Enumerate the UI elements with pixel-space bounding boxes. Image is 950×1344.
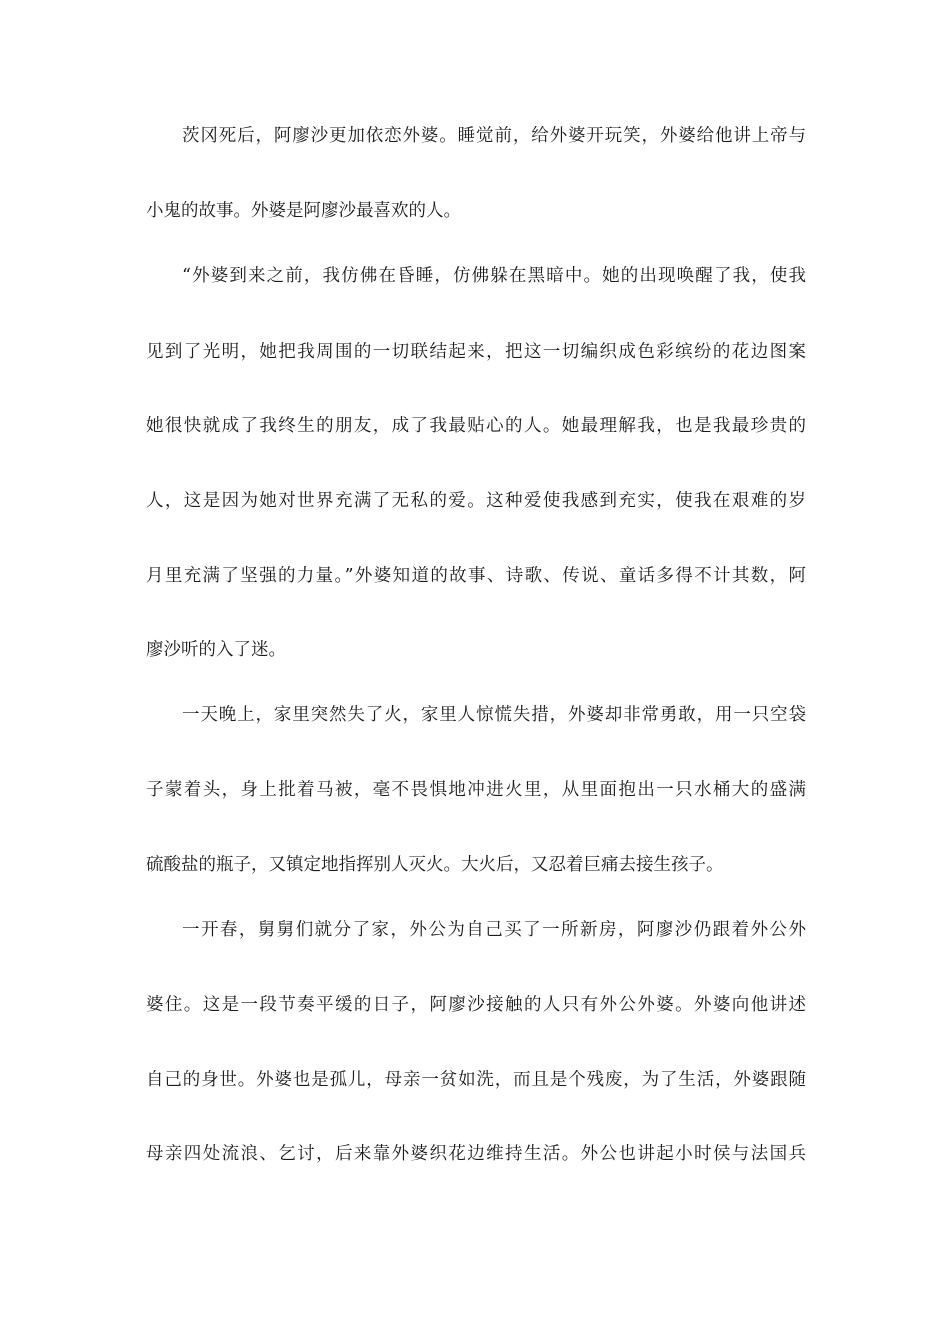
paragraph-1-line-1: 茨冈死后，阿廖沙更加依恋外婆。睡觉前，给外婆开玩笑，外婆给他讲上帝与 <box>182 126 806 146</box>
paragraph-4-line-4: 母亲四处流浪、乞讨，后来靠外婆织花边维持生活。外公也讲起小时侯与法国兵 <box>146 1144 806 1164</box>
paragraph-4-line-2: 婆住。这是一段节奏平缓的日子，阿廖沙接触的人只有外公外婆。外婆向他讲述 <box>146 995 806 1015</box>
paragraph-2-line-6: 廖沙听的入了迷。 <box>146 640 286 660</box>
paragraph-4-line-3: 自己的身世。外婆也是孤儿，母亲一贫如洗，而且是个残废，为了生活，外婆跟随 <box>146 1070 806 1090</box>
paragraph-2-line-2: 见到了光明，她把我周围的一切联结起来，把这一切编织成色彩缤纷的花边图案 <box>146 342 806 362</box>
paragraph-2-line-5: 月里充满了坚强的力量。”外婆知道的故事、诗歌、传说、童话多得不计其数，阿 <box>146 566 806 586</box>
paragraph-3-line-3: 硫酸盐的瓶子，又镇定地指挥别人灭火。大火后，又忍着巨痛去接生孩子。 <box>146 855 724 875</box>
paragraph-2-line-1: “外婆到来之前，我仿佛在昏睡，仿佛躲在黑暗中。她的出现唤醒了我，使我 <box>182 266 806 286</box>
paragraph-2-line-4: 人，这是因为她对世界充满了无私的爱。这种爱使我感到充实，使我在艰难的岁 <box>146 491 806 511</box>
paragraph-3-line-1: 一天晚上，家里突然失了火，家里人惊慌失措，外婆却非常勇敢，用一只空袋 <box>182 705 806 725</box>
paragraph-3-line-2: 子蒙着头，身上批着马被，毫不畏惧地冲进火里，从里面抱出一只水桶大的盛满 <box>146 780 806 800</box>
paragraph-1-line-2: 小鬼的故事。外婆是阿廖沙最喜欢的人。 <box>146 201 461 221</box>
paragraph-2-line-3: 她很快就成了我终生的朋友，成了我最贴心的人。她最理解我，也是我最珍贵的 <box>146 416 806 436</box>
paragraph-4-line-1: 一开春，舅舅们就分了家，外公为自己买了一所新房，阿廖沙仍跟着外公外 <box>182 920 806 940</box>
